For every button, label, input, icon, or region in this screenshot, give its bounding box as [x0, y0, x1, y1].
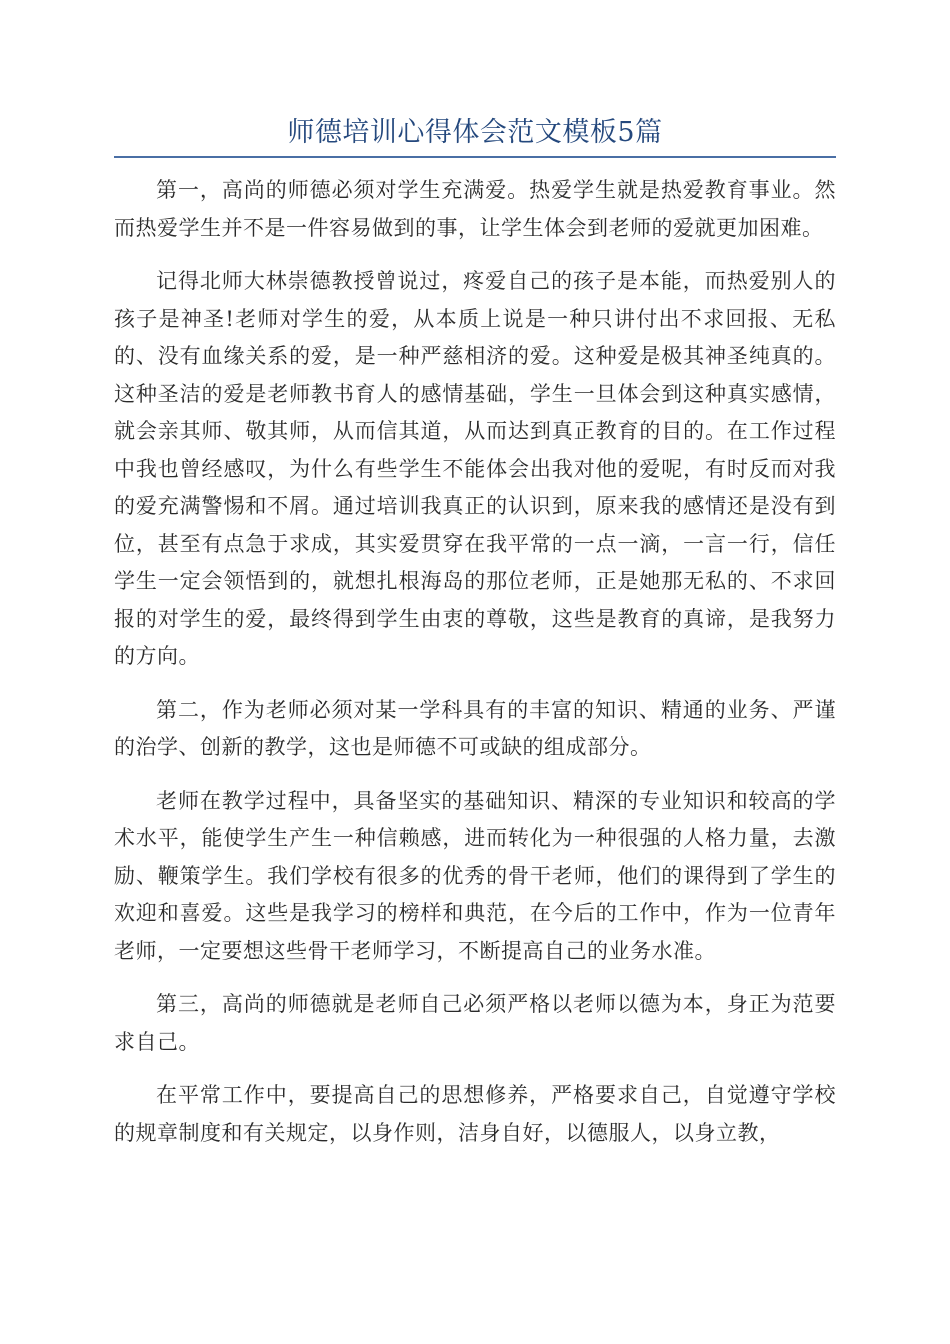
paragraph-2: 记得北师大林崇德教授曾说过，疼爱自己的孩子是本能，而热爱别人的孩子是神圣!老师对学生的爱，从本质上说是一种只讲付出不求回报、无私的、没有血缘关系的爱，是一种严慈相济的爱。这种爱是极其神圣纯真的。这种圣洁的爱是老师教书育人的感情基础，学生一旦体会到这种真实感情，就会亲其师、敬其师，从而信其道，从而达到真正教育的目的。在工作过程中我也曾经感叹，为什么有些学生不能体会出我对他的爱呢，有时反而对我的爱充满警惕和不屑。通过培训我真正的认识到，原来我的感情还是没有到位，甚至有点急于求成，其实爱贯穿在我平常的一点一滴，一言一行，信任学生一定会领悟到的，就想扎根海岛的那位老师，正是她那无私的、不求回报的对学生的爱，最终得到学生由衷的尊敬，这些是教育的真谛，是我努力的方向。	[114, 269, 836, 668]
paragraph-3: 第二，作为老师必须对某一学科具有的丰富的知识、精通的业务、严谨的治学、创新的教学，这也是师德不可或缺的组成部分。	[114, 697, 836, 759]
document-body	[114, 172, 836, 1168]
paragraph-6: 在平常工作中，要提高自己的思想修养，严格要求自己，自觉遵守学校的规章制度和有关规定，以身作则，洁身自好，以德服人，以身立教，	[114, 1083, 836, 1145]
document-title: 师德培训心得体会范文模板5篇	[287, 117, 663, 148]
paragraph-1: 第一，高尚的师德必须对学生充满爱。热爱学生就是热爱教育事业。然而热爱学生并不是一件容易做到的事，让学生体会到老师的爱就更加困难。	[114, 178, 836, 240]
title-block	[114, 108, 836, 158]
paragraph-5: 第三，高尚的师德就是老师自己必须严格以老师以德为本，身正为范要求自己。	[114, 992, 836, 1054]
paragraph-4: 老师在教学过程中，具备坚实的基础知识、精深的专业知识和较高的学术水平，能使学生产生一种信赖感，进而转化为一种很强的人格力量，去激励、鞭策学生。我们学校有很多的优秀的骨干老师，他们的课得到了学生的欢迎和喜爱。这些是我学习的榜样和典范，在今后的工作中，作为一位青年老师，一定要想这些骨干老师学习，不断提高自己的业务水准。	[114, 788, 836, 963]
